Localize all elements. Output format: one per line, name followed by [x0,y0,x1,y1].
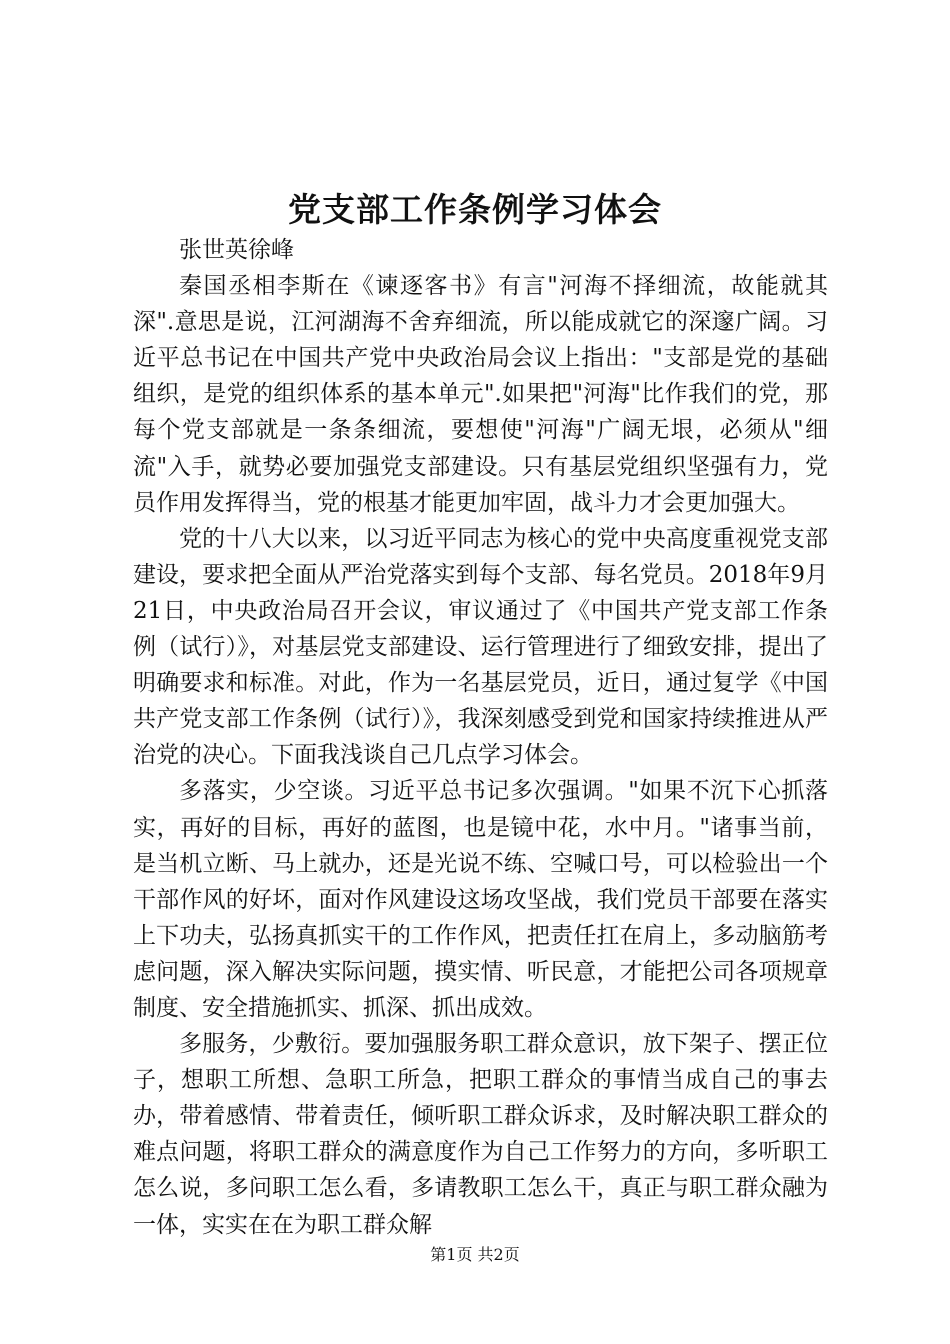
document-body [133,232,828,1243]
paragraph-1: 秦国丞相李斯在《谏逐客书》有言"河海不择细流，故能就其深".意思是说，江河湖海不舍弃细流，所以能成就它的深邃广阔。习近平总书记在中国共产党中央政治局会议上指出："支部是党的基础组织，是党的组织体系的基本单元".如果把"河海"比作我们的党，那每个党支部就是一条条细流，要想使"河海"广阔无垠，必须从"细流"入手，就势必要加强党支部建设。只有基层党组织坚强有力，党员作用发挥得当，党的根基才能更加牢固，战斗力才会更加强大。 [133,273,828,516]
page-footer: 第1页 共2页 [430,1245,520,1264]
paragraph-3: 多落实，少空谈。习近平总书记多次强调。"如果不沉下心抓落实，再好的目标，再好的蓝图，也是镜中花，水中月。"诸事当前，是当机立断、马上就办，还是光说不练、空喊口号，可以检验出一个干部作风的好坏，面对作风建设这场攻坚战，我们党员干部要在落实上下功夫，弘扬真抓实干的工作作风，把责任扛在肩上，多动脑筋考虑问题，深入解决实际问题，摸实情、听民意，才能把公司各项规章制度、安全措施抓实、抓深、抓出成效。 [133,778,828,1021]
author-line: 张世英徐峰 [179,237,294,263]
document-title: 党支部工作条例学习体会 [288,190,662,229]
paragraph-2: 党的十八大以来，以习近平同志为核心的党中央高度重视党支部建设，要求把全面从严治党落实到每个支部、每名党员。2018年9月21日，中央政治局召开会议，审议通过了《中国共产党支部工作条例（试行）》，对基层党支部建设、运行管理进行了细致安排，提出了明确要求和标准。对此，作为一名基层党员，近日，通过复学《中国共产党支部工作条例（试行）》，我深刻感受到党和国家持续推进从严治党的决心。下面我浅谈自己几点学习体会。 [133,525,828,769]
paragraph-4: 多服务，少敷衍。要加强服务职工群众意识，放下架子、摆正位子，想职工所想、急职工所急，把职工群众的事情当成自己的事去办，带着感情、带着责任，倾听职工群众诉求，及时解决职工群众的难点问题，将职工群众的满意度作为自己工作努力的方向，多听职工怎么说，多问职工怎么看，多请教职工怎么干，真正与职工群众融为一体，实实在在为职工群众解 [133,1031,828,1238]
